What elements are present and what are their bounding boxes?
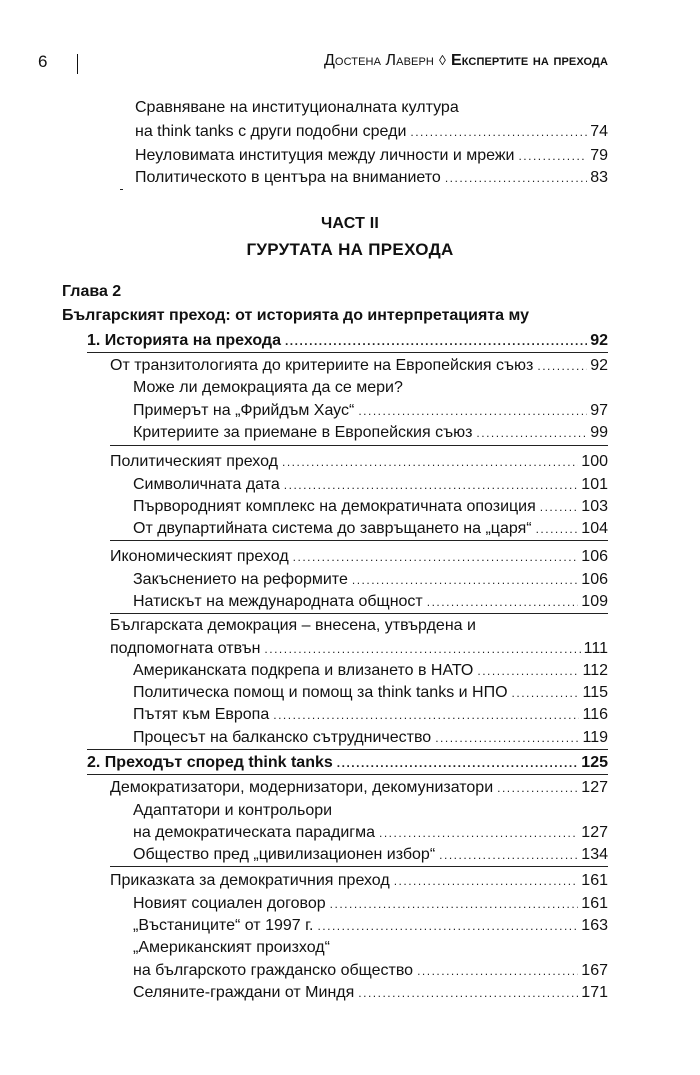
toc-entry-label: Политическият преход (110, 453, 279, 470)
dot-leader (540, 496, 579, 518)
chapter-title: Българският преход: от историята до интерпретацията му (62, 307, 530, 324)
bracket-rule (120, 189, 123, 190)
toc-entry[interactable] (110, 615, 608, 637)
toc-entry-label: Политическа помощ и помощ за think tanks и НПО (133, 684, 508, 701)
toc-entry-label: Приказката за демократичния преход (110, 872, 390, 889)
toc-entry-page: 115 (582, 684, 608, 701)
dot-leader (394, 870, 579, 892)
toc-entry-label: „Американският произход“ (133, 939, 330, 956)
dot-leader (445, 167, 587, 189)
toc-entry-label: Сравняване на институционалната култура (135, 99, 459, 116)
dot-leader (285, 330, 587, 352)
toc-entry-page: 127 (581, 824, 608, 841)
dot-leader (273, 704, 579, 726)
running-header (38, 52, 608, 78)
toc-entry-page: 104 (581, 520, 608, 537)
subsection-rule (110, 540, 608, 541)
toc-entry[interactable] (133, 474, 608, 496)
toc-entry-page: 125 (581, 754, 608, 771)
toc-entry-label: Натискът на международната общност (133, 593, 423, 610)
toc-entry-page: 74 (590, 123, 608, 140)
dot-leader (476, 422, 587, 444)
toc-entry-page: 100 (581, 453, 608, 470)
toc-entry-label: Адаптатори и контрольори (133, 802, 333, 819)
toc-entry-page: 109 (581, 593, 608, 610)
toc-entry-label: подпомогната отвън (110, 640, 261, 657)
toc-entry-page: 163 (581, 917, 608, 934)
toc-entry[interactable] (110, 777, 608, 799)
toc-entry-page: 112 (582, 662, 608, 679)
toc-entry[interactable] (133, 496, 608, 518)
author-name: Достена Лаверн (324, 52, 434, 69)
toc-entry-label: Селяните-граждани от Миндя (133, 984, 355, 1001)
dot-leader (427, 591, 579, 613)
toc-entry[interactable] (110, 546, 608, 568)
section-rule (87, 774, 608, 775)
toc-entry-label: 2. Преходът според think tanks (87, 754, 333, 771)
toc-entry-page: 127 (581, 779, 608, 796)
subsection-rule (110, 613, 608, 614)
toc-entry[interactable] (133, 518, 608, 540)
toc-entry[interactable] (110, 638, 608, 660)
toc-entry[interactable] (133, 400, 608, 422)
toc-entry-label: Първородният комплекс на демократичната опозиция (133, 498, 536, 515)
toc-entry-label: От двупартийната система до завръщането на „царя“ (133, 520, 532, 537)
toc-entry[interactable] (133, 704, 608, 726)
toc-entry-page: 101 (581, 476, 608, 493)
toc-entry[interactable] (133, 377, 608, 399)
toc-entry-label: на демократическата парадигма (133, 824, 376, 841)
toc-entry-label: Закъснението на реформите (133, 571, 348, 588)
subsection-rule (110, 866, 608, 867)
toc-entry[interactable] (135, 97, 608, 119)
dot-leader (284, 474, 579, 496)
toc-entry[interactable] (110, 451, 608, 473)
toc-entry-label: Може ли демокрацията да се мери? (133, 379, 403, 396)
dot-leader (293, 546, 579, 568)
toc-entry-label: Американската подкрепа и влизането в НАТО (133, 662, 474, 679)
toc-entry-page: 111 (583, 640, 608, 657)
dot-leader (439, 844, 578, 866)
toc-entry-page: 116 (582, 706, 608, 723)
toc-entry[interactable] (133, 800, 608, 822)
dot-leader (317, 915, 578, 937)
toc-entry[interactable] (133, 893, 608, 915)
toc-entry[interactable] (135, 145, 608, 167)
dot-leader (536, 518, 579, 540)
dot-leader (330, 893, 579, 915)
toc-entry-label: на think tanks с други подобни среди (135, 123, 407, 140)
subsection-rule (110, 445, 608, 446)
header-divider (77, 54, 78, 74)
toc-entry-page: 99 (590, 424, 608, 441)
dot-leader (435, 727, 579, 749)
toc-entry-page: 161 (581, 872, 608, 889)
toc-entry[interactable] (110, 355, 608, 377)
toc-entry-label: 1. Историята на прехода (87, 332, 281, 349)
toc-entry-page: 83 (590, 169, 608, 186)
toc-entry-page: 103 (581, 498, 608, 515)
toc-entry[interactable] (133, 982, 608, 1004)
toc-entry-label: От транзитологията до критериите на Европейския съюз (110, 357, 534, 374)
toc-entry-page: 92 (590, 332, 608, 349)
section-rule (87, 352, 608, 353)
toc-entry-page: 171 (581, 984, 608, 1001)
dot-leader (282, 451, 578, 473)
toc-entry-label: Българската демокрация – внесена, утвърдена и (110, 617, 476, 634)
toc-entry-label: Примерът на „Фрийдъм Хаус“ (133, 402, 355, 419)
dot-leader (417, 960, 578, 982)
toc-section-heading[interactable] (87, 752, 608, 774)
toc-entry-label: „Въстаниците“ от 1997 г. (133, 917, 314, 934)
part-title: ГУРУТАТА НА ПРЕХОДА (246, 240, 454, 259)
dot-leader (352, 569, 578, 591)
running-title (324, 52, 608, 70)
dot-leader (358, 400, 587, 422)
toc-entry[interactable] (133, 422, 608, 444)
toc-entry[interactable] (133, 591, 608, 613)
toc-entry[interactable] (133, 960, 608, 982)
separator-glyph: ◊ (438, 52, 446, 68)
toc-entry-label: Политическото в центъра на вниманието (135, 169, 441, 186)
toc-entry-page: 92 (590, 357, 608, 374)
toc-entry-label: Общество пред „цивилизационен избор“ (133, 846, 436, 863)
toc-entry[interactable] (133, 844, 608, 866)
toc-entry[interactable] (133, 727, 608, 749)
toc-entry[interactable] (133, 682, 608, 704)
toc-entry-label: Символичната дата (133, 476, 280, 493)
dot-leader (518, 145, 587, 167)
toc-entry[interactable] (110, 870, 608, 892)
toc-entry[interactable] (135, 167, 608, 189)
toc-entry[interactable] (133, 915, 608, 937)
book-title: Експертите на прехода (450, 52, 608, 69)
toc-entry-label: Неуловимата институция между личности и мрежи (135, 147, 515, 164)
toc-entry-page: 79 (590, 147, 608, 164)
toc-section-heading[interactable] (87, 330, 608, 352)
dot-leader (379, 822, 578, 844)
dot-leader (512, 682, 580, 704)
toc-entry-label: Пътят към Европа (133, 706, 270, 723)
toc-entry[interactable] (135, 121, 608, 143)
toc-entry-page: 97 (590, 402, 608, 419)
chapter-label: Глава 2 (62, 283, 122, 300)
dot-leader (337, 752, 579, 774)
dot-leader (410, 121, 587, 143)
toc-entry-label: Критериите за приемане в Европейския съюз (133, 424, 473, 441)
toc-entry[interactable] (133, 822, 608, 844)
toc-entry-page: 161 (581, 895, 608, 912)
toc-entry-page: 119 (582, 729, 608, 746)
part-label: ЧАСТ II (320, 215, 380, 232)
toc-entry[interactable] (133, 660, 608, 682)
toc-entry-label: Процесът на балканско сътрудничество (133, 729, 432, 746)
toc-entry-page: 167 (581, 962, 608, 979)
toc-entry-label: на българското гражданско общество (133, 962, 414, 979)
section-rule (87, 749, 608, 750)
toc-entry-page: 134 (581, 846, 608, 863)
dot-leader (358, 982, 578, 1004)
toc-entry-page: 106 (581, 571, 608, 588)
dot-leader (537, 355, 587, 377)
toc-entry-label: Икономическият преход (110, 548, 289, 565)
toc-entry[interactable] (133, 569, 608, 591)
dot-leader (264, 638, 580, 660)
page-number: 6 (38, 52, 48, 71)
toc-entry-label: Демократизатори, модернизатори, декомунизатори (110, 779, 494, 796)
toc-entry-label: Новият социален договор (133, 895, 326, 912)
dot-leader (497, 777, 578, 799)
toc-entry[interactable] (133, 937, 608, 959)
toc-entry-page: 106 (581, 548, 608, 565)
dot-leader (477, 660, 579, 682)
